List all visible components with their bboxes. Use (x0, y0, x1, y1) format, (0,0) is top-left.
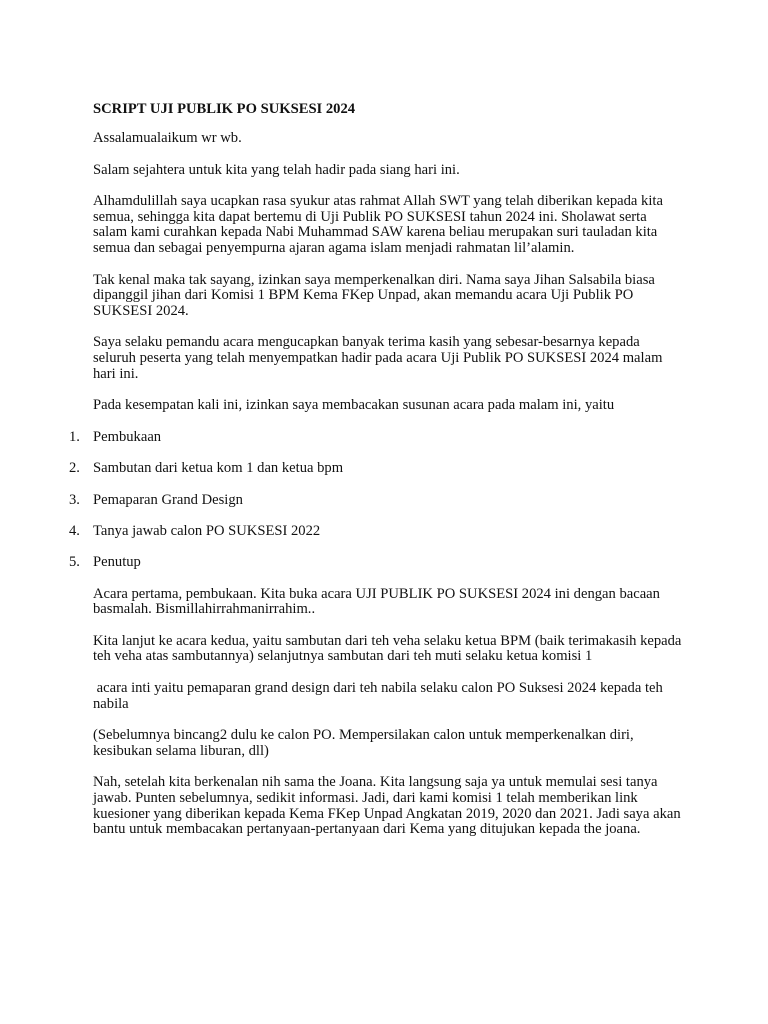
list-item-number: 5. (69, 554, 80, 571)
document-title: SCRIPT UJI PUBLIK PO SUKSESI 2024 (93, 101, 356, 117)
paragraph-introduction: Tak kenal maka tak sayang, izinkan saya memperkenalkan diri. Nama saya Jihan Salsabila biasa dipanggil jihan dari Komisi 1 BPM Kema FKep Unpad, akan memandu acara Uji Publik PO SUKSESI 2024. (93, 271, 655, 319)
paragraph-thanks: Saya selaku pemandu acara mengucapkan banyak terima kasih yang sebesar-besarnya kepada seluruh peserta yang telah menyempatkan hadir pada acara Uji Publik PO SUKSESI 2024 malam hari ini. (93, 334, 663, 382)
list-item (69, 460, 683, 477)
list-item-text: Pembukaan (93, 428, 162, 445)
list-item-number: 2. (69, 460, 80, 477)
paragraph-note: (Sebelumnya bincang2 dulu ke calon PO. Mempersilakan calon untuk memperkenalkan diri, kesibukan selama liburan, dll) (93, 727, 634, 759)
list-item (69, 428, 683, 446)
paragraph-greeting: Assalamualaikum wr wb. (93, 130, 242, 146)
list-item-number: 3. (69, 491, 80, 508)
list-item-text: Pemaparan Grand Design (93, 491, 243, 508)
paragraph-agenda-intro: Pada kesempatan kali ini, izinkan saya membacakan susunan acara pada malam ini, yaitu (93, 397, 615, 414)
list-item-text: Penutup (93, 554, 141, 571)
paragraph-salutation: Salam sejahtera untuk kita yang telah hadir pada siang hari ini. (93, 161, 460, 178)
paragraph-second-session: Kita lanjut ke acara kedua, yaitu sambutan dari teh veha selaku ketua BPM (baik terimakasih kepada teh veha atas sambutannya) selanjutnya sambutan dari teh muti selaku ketua komisi 1 (93, 632, 682, 665)
list-item (69, 554, 683, 571)
list-item-text: Sambutan dari ketua kom 1 dan ketua bpm (93, 460, 344, 477)
list-item-text: Tanya jawab calon PO SUKSESI 2022 (93, 522, 321, 539)
document-body (69, 101, 683, 854)
list-item (69, 522, 683, 540)
list-item-number: 1. (69, 428, 80, 445)
paragraph-qa-session: Nah, setelah kita berkenalan nih sama the Joana. Kita langsung saja ya untuk memulai sesi tanya jawab. Punten sebelumnya, sedikit informasi. Jadi, dari kami komisi 1 telah memberikan link kuesioner yang diberikan kepada Kema FKep Unpad Angkatan 2019, 2020 dan 2021. Jadi saya akan bantu untuk membacakan pertanyaan-pertanyaan dari Kema yang ditujukan kepada the joana. (93, 774, 681, 838)
list-item-number: 4. (69, 522, 80, 539)
paragraph-gratitude: Alhamdulillah saya ucapkan rasa syukur atas rahmat Allah SWT yang telah diberikan kepada kita semua, sehingga kita dapat bertemu di Uji Publik PO SUKSESI tahun 2024 ini. Sholawat serta salam kami curahkan kepada Nabi Muhammad SAW karena beliau merupakan suri tauladan kita semua dan sebagai penyempurna ajaran agama islam menjadi rahmatan lil’alamin. (93, 193, 663, 256)
list-item (69, 491, 683, 509)
agenda-list (69, 428, 683, 571)
paragraph-opening: Acara pertama, pembukaan. Kita buka acara UJI PUBLIK PO SUKSESI 2024 ini dengan bacaan basmalah. Bismillahirrahmanirrahim.. (93, 585, 660, 618)
paragraph-main-session: acara inti yaitu pemaparan grand design dari teh nabila selaku calon PO Suksesi 2024 kepada teh nabila (93, 680, 667, 712)
